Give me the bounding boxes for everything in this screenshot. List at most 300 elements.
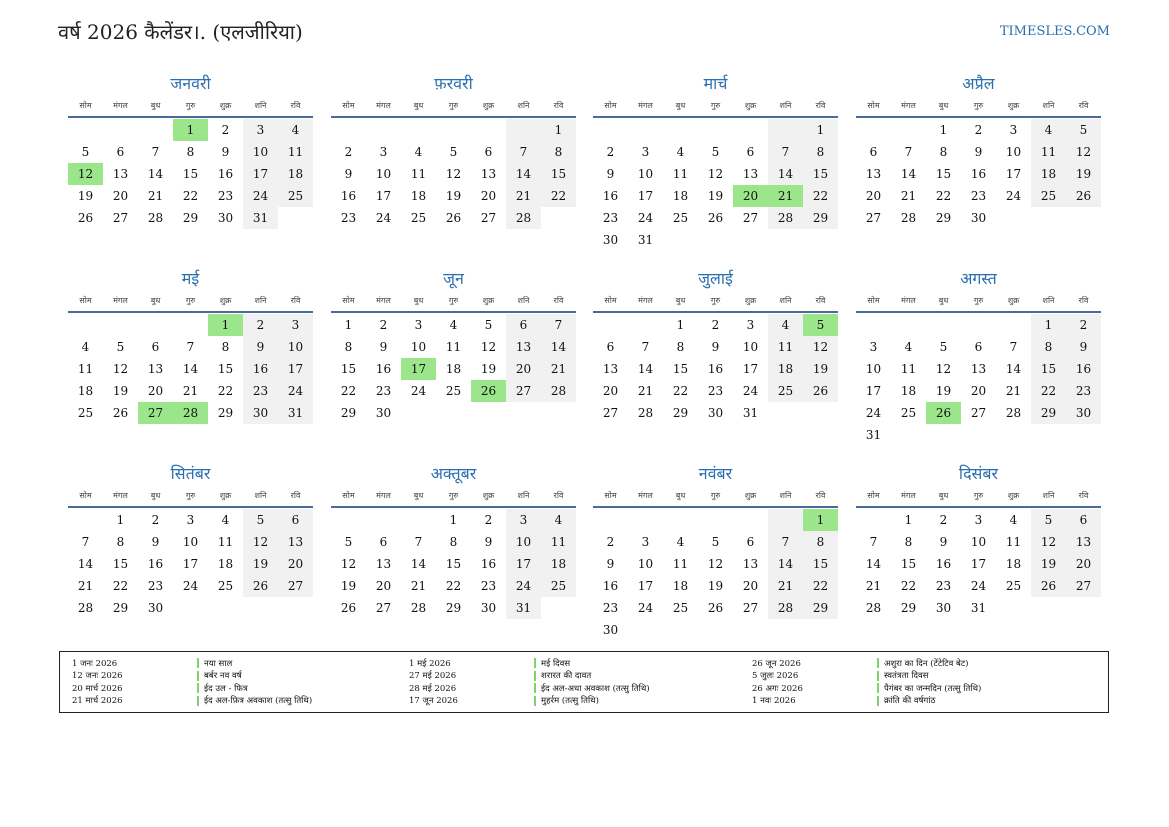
empty-cell <box>138 314 173 336</box>
day-cell: 14 <box>410 557 427 571</box>
day-cell: 10 <box>1005 145 1022 159</box>
day-cell: 18 <box>217 557 234 571</box>
day-cell: 9 <box>151 535 160 549</box>
day-cell: 6 <box>974 340 983 354</box>
day-cell: 29 <box>935 211 952 225</box>
empty-cell <box>436 119 471 141</box>
day-cell: 29 <box>182 211 199 225</box>
day-cell: 20 <box>602 384 619 398</box>
day-cell: 14 <box>541 336 576 358</box>
week-row <box>856 336 1101 358</box>
day-cell: 12 <box>803 336 838 358</box>
empty-cell <box>698 619 733 641</box>
week-row <box>593 531 838 553</box>
day-cell: 19 <box>803 358 838 380</box>
day-cell: 4 <box>676 145 685 159</box>
day-cell: 9 <box>484 535 493 549</box>
day-cell: 27 <box>1066 575 1101 597</box>
day-cell: 11 <box>1031 141 1066 163</box>
week-row <box>331 163 576 185</box>
day-cell: 17 <box>865 384 882 398</box>
day-cell: 28 <box>1005 406 1022 420</box>
site-link[interactable]: TIMESLES.COM <box>999 24 1110 39</box>
holiday-date: 26 जून 2026 <box>752 658 801 669</box>
holiday-marker <box>534 683 536 693</box>
day-cell: 8 <box>1031 336 1066 358</box>
day-cell: 18 <box>445 362 462 376</box>
empty-cell <box>891 314 926 336</box>
weekday-label: सोम <box>867 101 880 110</box>
day-cell: 26 <box>77 211 94 225</box>
weekday-label: बुध <box>150 491 161 500</box>
week-row <box>331 575 576 597</box>
holiday-marker <box>534 671 536 681</box>
day-cell: 13 <box>506 336 541 358</box>
day-cell: 25 <box>77 406 94 420</box>
day-cell: 22 <box>182 189 199 203</box>
day-cell: 19 <box>707 579 724 593</box>
week-row <box>331 509 576 531</box>
weekday-label: सोम <box>342 491 355 500</box>
empty-cell <box>961 314 996 336</box>
holiday-marker <box>877 658 879 668</box>
day-cell: 9 <box>974 145 983 159</box>
empty-cell <box>663 509 698 531</box>
holiday-row <box>409 657 650 670</box>
day-cell: 26 <box>1066 185 1101 207</box>
day-cell: 25 <box>541 575 576 597</box>
day-cell: 16 <box>935 557 952 571</box>
weekday-label: बुध <box>675 491 686 500</box>
day-cell: 9 <box>939 535 948 549</box>
weekday-label: शुक्र <box>219 296 232 305</box>
day-cell: 21 <box>865 579 882 593</box>
day-cell: 12 <box>112 362 129 376</box>
day-cell: 13 <box>602 362 619 376</box>
holiday-column <box>72 657 312 707</box>
holiday-marker <box>877 696 879 706</box>
month-name: मई <box>181 269 200 288</box>
weekday-label: शनि <box>517 296 530 305</box>
holiday-marker <box>197 658 199 668</box>
month-name: फ़रवरी <box>434 74 473 93</box>
day-cell: 9 <box>379 340 388 354</box>
week-row <box>593 597 838 619</box>
holiday-name: अशुरा का दिन (टेंटेटिव बेट) <box>884 658 969 669</box>
empty-cell <box>366 509 401 531</box>
day-cell: 18 <box>410 189 427 203</box>
header-divider <box>856 116 1101 118</box>
day-cell: 13 <box>970 362 987 376</box>
week-row <box>593 575 838 597</box>
weekday-header <box>68 291 313 311</box>
empty-cell <box>768 402 803 424</box>
day-cell: 15 <box>803 163 838 185</box>
day-cell: 17 <box>970 557 987 571</box>
day-cell: 3 <box>243 119 278 141</box>
day-cell: 22 <box>672 384 689 398</box>
week-row <box>856 402 1101 424</box>
empty-cell <box>506 402 541 424</box>
weekday-label: रवि <box>815 491 826 500</box>
day-cell: 17 <box>375 189 392 203</box>
day-cell: 20 <box>480 189 497 203</box>
holiday-row <box>752 695 981 708</box>
weekday-label: मंगल <box>376 101 391 110</box>
empty-cell <box>768 619 803 641</box>
empty-cell <box>891 119 926 141</box>
day-cell: 22 <box>112 579 129 593</box>
empty-cell <box>961 424 996 446</box>
day-cell: 6 <box>116 145 125 159</box>
weekday-header <box>593 291 838 311</box>
day-cell: 13 <box>742 167 759 181</box>
day-cell: 21 <box>768 575 803 597</box>
week-row <box>331 380 576 402</box>
empty-cell <box>401 119 436 141</box>
holiday-name: शरारत की दावत <box>541 671 592 682</box>
day-cell: 28 <box>77 601 94 615</box>
day-cell: 21 <box>1005 384 1022 398</box>
week-row <box>593 119 838 141</box>
empty-cell <box>733 229 768 251</box>
month-block <box>856 267 1101 446</box>
day-cell: 9 <box>344 167 353 181</box>
day-cell: 6 <box>606 340 615 354</box>
day-cell: 17 <box>637 579 654 593</box>
day-cell: 6 <box>1066 509 1101 531</box>
month-name: जुलाई <box>698 269 733 288</box>
day-cell: 3 <box>641 145 650 159</box>
week-row <box>68 509 313 531</box>
page-title: वर्ष 2026 कैलेंडर।. (एलजीरिया) <box>58 20 303 44</box>
holiday-row <box>72 670 312 683</box>
day-cell: 13 <box>742 557 759 571</box>
day-cell: 12 <box>707 167 724 181</box>
day-cell: 4 <box>221 513 230 527</box>
day-cell: 19 <box>340 579 357 593</box>
weekday-label: सोम <box>79 101 92 110</box>
weekday-label: मंगल <box>638 491 653 500</box>
weekday-label: बुध <box>150 296 161 305</box>
holiday-date: 17 जून 2026 <box>409 696 458 707</box>
day-cell: 21 <box>410 579 427 593</box>
day-cell: 3 <box>379 145 388 159</box>
week-row <box>856 553 1101 575</box>
week-row <box>331 358 576 380</box>
day-cell: 22 <box>803 185 838 207</box>
holiday-legend <box>59 651 1109 713</box>
holiday-name: ईद उल - फित्र <box>204 683 248 694</box>
week-row <box>68 531 313 553</box>
empty-cell <box>663 619 698 641</box>
header-divider <box>593 311 838 313</box>
day-cell: 10 <box>375 167 392 181</box>
day-cell: 29 <box>340 406 357 420</box>
day-cell: 11 <box>672 167 689 181</box>
day-cell: 21 <box>900 189 917 203</box>
day-cell: 23 <box>340 211 357 225</box>
day-cell: 18 <box>278 163 313 185</box>
empty-cell <box>593 509 628 531</box>
day-cell: 17 <box>401 358 436 380</box>
week-row <box>593 402 838 424</box>
day-cell: 9 <box>243 336 278 358</box>
day-cell: 24 <box>278 380 313 402</box>
day-cell: 5 <box>484 318 493 332</box>
day-cell: 16 <box>340 189 357 203</box>
week-row <box>331 314 576 336</box>
header-divider <box>593 116 838 118</box>
day-cell: 10 <box>865 362 882 376</box>
weekday-label: मंगल <box>376 296 391 305</box>
day-cell: 23 <box>147 579 164 593</box>
weekday-label: शनि <box>1042 491 1055 500</box>
weekday-label: शुक्र <box>219 491 232 500</box>
weekday-label: गुरु <box>710 296 721 305</box>
holiday-marker <box>197 671 199 681</box>
day-cell: 26 <box>445 211 462 225</box>
header-divider <box>331 506 576 508</box>
empty-cell <box>891 424 926 446</box>
day-cell: 29 <box>900 601 917 615</box>
day-cell: 25 <box>1031 185 1066 207</box>
weekday-label: शनि <box>779 101 792 110</box>
day-cell: 11 <box>768 336 803 358</box>
day-cell: 15 <box>935 167 952 181</box>
day-cell: 7 <box>768 141 803 163</box>
day-cell: 29 <box>803 597 838 619</box>
day-cell: 1 <box>939 123 948 137</box>
day-cell: 2 <box>711 318 720 332</box>
weekday-label: शनि <box>1042 101 1055 110</box>
empty-cell <box>173 597 208 619</box>
day-cell: 7 <box>81 535 90 549</box>
day-cell: 30 <box>935 601 952 615</box>
day-cell: 31 <box>243 207 278 229</box>
empty-cell <box>628 119 663 141</box>
empty-cell <box>628 509 663 531</box>
day-cell: 1 <box>116 513 125 527</box>
day-cell: 25 <box>445 384 462 398</box>
day-cell: 21 <box>77 579 94 593</box>
weekday-label: शनि <box>254 491 267 500</box>
holiday-name: मई दिवस <box>541 658 571 669</box>
weekday-header <box>593 486 838 506</box>
day-cell: 28 <box>768 597 803 619</box>
day-cell: 12 <box>68 163 103 185</box>
day-cell: 6 <box>506 314 541 336</box>
day-cell: 8 <box>904 535 913 549</box>
day-cell: 20 <box>278 553 313 575</box>
day-cell: 3 <box>746 318 755 332</box>
day-cell: 28 <box>637 406 654 420</box>
week-row <box>856 358 1101 380</box>
empty-cell <box>996 597 1031 619</box>
week-row <box>331 141 576 163</box>
weekday-label: मंगल <box>376 491 391 500</box>
day-cell: 21 <box>506 185 541 207</box>
weekday-label: शुक्र <box>1007 101 1020 110</box>
day-cell: 18 <box>900 384 917 398</box>
day-cell: 15 <box>445 557 462 571</box>
day-cell: 7 <box>869 535 878 549</box>
day-cell: 25 <box>672 211 689 225</box>
day-cell: 6 <box>151 340 160 354</box>
day-cell: 15 <box>112 557 129 571</box>
holiday-date: 1 नवः 2026 <box>752 696 796 707</box>
weekday-label: मंगल <box>113 491 128 500</box>
day-cell: 16 <box>375 362 392 376</box>
holiday-name: ईद अल-फ़ित्र अवकाश (तत्सु तिथि) <box>204 696 313 707</box>
day-cell: 15 <box>1031 358 1066 380</box>
day-cell: 27 <box>506 380 541 402</box>
holiday-name: पैगंबर का जन्मदिन (तत्सु तिथि) <box>884 683 982 694</box>
weekday-label: शुक्र <box>1007 296 1020 305</box>
weekday-label: रवि <box>815 296 826 305</box>
empty-cell <box>698 119 733 141</box>
month-name: नवंबर <box>698 464 733 483</box>
weekday-label: रवि <box>553 491 564 500</box>
empty-cell <box>733 619 768 641</box>
empty-cell <box>541 402 576 424</box>
header-divider <box>331 116 576 118</box>
week-row <box>68 575 313 597</box>
day-cell: 4 <box>768 314 803 336</box>
day-cell: 1 <box>541 119 576 141</box>
weekday-label: सोम <box>342 296 355 305</box>
week-row <box>856 575 1101 597</box>
day-cell: 6 <box>869 145 878 159</box>
week-row <box>68 185 313 207</box>
day-cell: 1 <box>803 509 838 531</box>
day-cell: 18 <box>768 358 803 380</box>
day-cell: 16 <box>217 167 234 181</box>
day-cell: 12 <box>935 362 952 376</box>
day-cell: 7 <box>1009 340 1018 354</box>
day-cell: 24 <box>637 601 654 615</box>
day-cell: 19 <box>935 384 952 398</box>
day-cell: 8 <box>116 535 125 549</box>
day-cell: 16 <box>480 557 497 571</box>
day-cell: 26 <box>803 380 838 402</box>
day-cell: 24 <box>1005 189 1022 203</box>
day-cell: 24 <box>742 384 759 398</box>
day-cell: 16 <box>970 167 987 181</box>
header-divider <box>856 311 1101 313</box>
day-cell: 18 <box>672 189 689 203</box>
holiday-row <box>752 670 981 683</box>
weekday-header <box>856 96 1101 116</box>
day-cell: 18 <box>1031 163 1066 185</box>
day-cell: 21 <box>637 384 654 398</box>
weekday-label: रवि <box>1078 491 1089 500</box>
day-cell: 2 <box>243 314 278 336</box>
day-cell: 7 <box>904 145 913 159</box>
day-cell: 2 <box>344 145 353 159</box>
day-cell: 3 <box>974 513 983 527</box>
day-cell: 10 <box>182 535 199 549</box>
day-cell: 3 <box>186 513 195 527</box>
holiday-row <box>409 670 650 683</box>
weekday-header <box>68 486 313 506</box>
day-cell: 27 <box>742 211 759 225</box>
holiday-row <box>409 695 650 708</box>
day-cell: 7 <box>506 141 541 163</box>
day-cell: 8 <box>186 145 195 159</box>
day-cell: 29 <box>672 406 689 420</box>
week-row <box>68 336 313 358</box>
day-cell: 2 <box>221 123 230 137</box>
weekday-label: गुरु <box>448 491 459 500</box>
day-cell: 31 <box>637 233 654 247</box>
day-cell: 17 <box>637 189 654 203</box>
day-cell: 19 <box>77 189 94 203</box>
day-cell: 7 <box>541 314 576 336</box>
day-cell: 18 <box>77 384 94 398</box>
day-cell: 11 <box>217 535 234 549</box>
holiday-row <box>72 657 312 670</box>
month-name: सितंबर <box>170 464 211 483</box>
day-cell: 18 <box>672 579 689 593</box>
week-row <box>331 597 576 619</box>
empty-cell <box>401 402 436 424</box>
day-cell: 28 <box>541 380 576 402</box>
weekday-label: बुध <box>413 491 424 500</box>
day-cell: 10 <box>506 531 541 553</box>
day-cell: 23 <box>935 579 952 593</box>
day-cell: 4 <box>278 119 313 141</box>
day-cell: 31 <box>742 406 759 420</box>
day-cell: 8 <box>676 340 685 354</box>
day-cell: 11 <box>541 531 576 553</box>
day-cell: 1 <box>344 318 353 332</box>
empty-cell <box>173 314 208 336</box>
week-row <box>68 597 313 619</box>
day-cell: 4 <box>676 535 685 549</box>
weekday-label: शुक्र <box>219 101 232 110</box>
day-cell: 12 <box>480 340 497 354</box>
day-cell: 2 <box>379 318 388 332</box>
day-cell: 1 <box>1031 314 1066 336</box>
empty-cell <box>278 207 313 229</box>
day-cell: 26 <box>926 402 961 424</box>
empty-cell <box>208 597 243 619</box>
day-cell: 3 <box>506 509 541 531</box>
day-cell: 3 <box>1009 123 1018 137</box>
holiday-date: 21 मार्च 2026 <box>72 696 123 707</box>
month-block <box>68 72 313 229</box>
empty-cell <box>1066 424 1101 446</box>
month-block <box>331 462 576 619</box>
day-cell: 19 <box>112 384 129 398</box>
day-cell: 27 <box>112 211 129 225</box>
day-cell: 15 <box>217 362 234 376</box>
week-row <box>68 553 313 575</box>
day-cell: 28 <box>506 207 541 229</box>
weekday-label: सोम <box>342 101 355 110</box>
weekday-label: गुरु <box>185 101 196 110</box>
day-cell: 6 <box>278 509 313 531</box>
day-cell: 6 <box>746 535 755 549</box>
weekday-label: बुध <box>675 296 686 305</box>
week-row <box>331 553 576 575</box>
week-row <box>593 336 838 358</box>
empty-cell <box>506 119 541 141</box>
weekday-label: शनि <box>517 491 530 500</box>
day-cell: 25 <box>278 185 313 207</box>
day-cell: 13 <box>480 167 497 181</box>
